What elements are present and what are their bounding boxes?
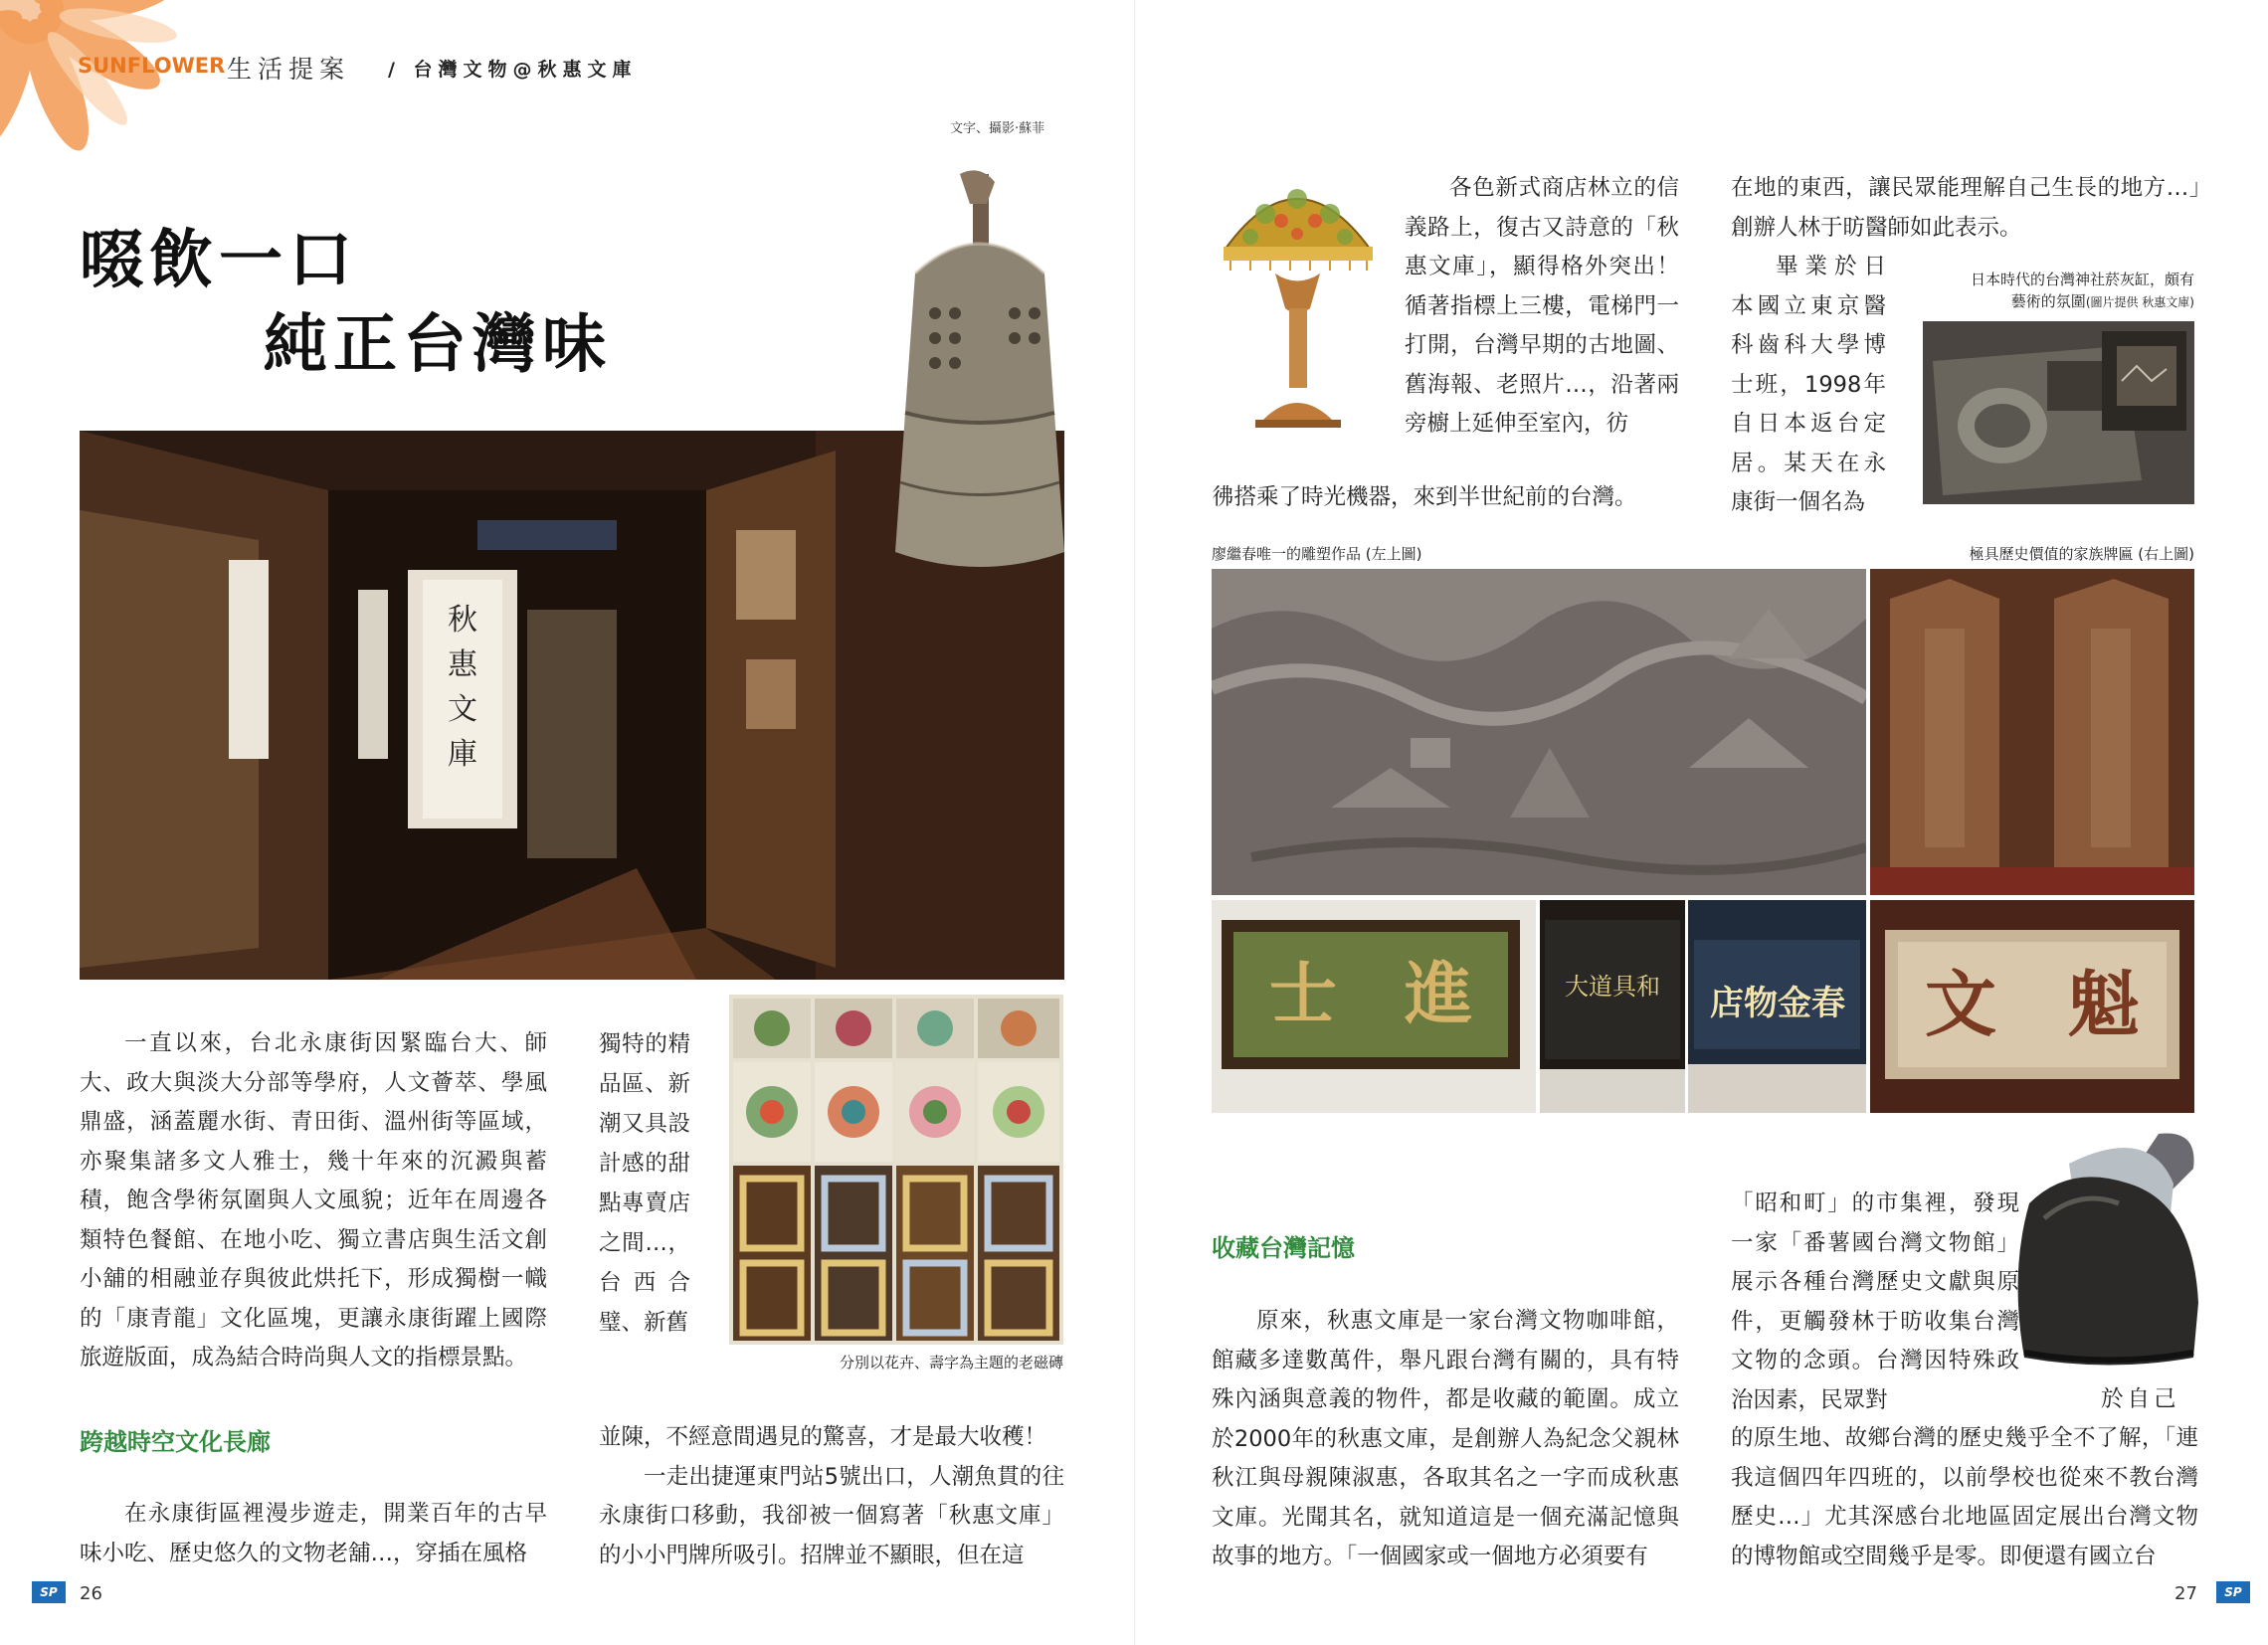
right-logo-badge: SP (2216, 1581, 2250, 1603)
title-line-1: 啜飲一口 (80, 223, 358, 297)
right-intro-paragraph: 各色新式商店林立的信義路上，復古又詩意的「秋惠文庫」，顯得格外突出！循著指標上三樓，電梯門一打開，台灣早期的古地圖、舊海報、老照片…，沿著兩旁櫥上延伸至室內，彷 (1405, 175, 1679, 437)
iron-photo (2009, 1124, 2208, 1372)
tiffany-lamp-photo (1216, 159, 1380, 433)
left-intro-paragraph: 一直以來，台北永康街因緊臨台大、師大、政大與淡大分部等學府，人文薈萃、學風鼎盛，涵蓋麗水街、青田街、溫州街等區域，亦聚集諸多文人雅士，幾十年來的沉澱與蓄積，飽含學術氛圍與人文風貌；近年在周邊各類特色餐館、在地小吃、獨立書店與生活文創小舖的相融並存與彼此烘托下，形成獨樹一幟的「康青龍」文化區塊，更讓永康街躍上國際旅遊版面，成為結合時尚與人文的指標景點。 (80, 1030, 547, 1371)
ashtray-caption (1920, 269, 2194, 313)
left-subhead: 跨越時空文化長廊 (80, 1428, 271, 1456)
page-fold (1134, 0, 1136, 1645)
right-col2-paragraph-a: 在地的東西，讓民眾能理解自己生長的地方…」創辦人林于昉醫師如此表示。 (1731, 175, 2200, 241)
right-subhead: 收藏台灣記憶 (1212, 1234, 1355, 1262)
right-intro-full-paragraph: 彿搭乘了時光機器，來到半世紀前的台灣。 (1212, 484, 1637, 510)
sign-chunjin-text: 店物金春 (1710, 984, 1845, 1023)
svg-text:秋: 秋 (448, 603, 477, 638)
family-plaque-photo (1870, 569, 2194, 895)
subsection-label: / 台灣文物@秋惠文庫 (388, 59, 638, 81)
sign-wenkui-photo (1870, 900, 2194, 1113)
tile-caption: 分別以花卉、壽字為主題的老磁磚 (839, 1354, 1063, 1371)
sunflower-decoration (0, 0, 259, 239)
right-col2-tail-a (2101, 1380, 2196, 1420)
right-col2-paragraph-b: 畢業於日本國立東京醫科齒科大學博士班，1998年自日本返台定居。某天在永康街一個名為 (1731, 254, 1886, 515)
ashtray-caption-text: 藝術的氛圍 (2010, 292, 2086, 310)
right-body-column (1212, 1302, 1679, 1577)
sign-dadao-text: 大道具和 (1565, 973, 1660, 1001)
byline: 文字、攝影‧蘇菲 (950, 121, 1045, 136)
right-body-paragraph: 原來，秋惠文庫是一家台灣文物咖啡館，館藏多達數萬件，舉凡跟台灣有關的，具有特殊內涵與意義的物件，都是收藏的範圍。成立於2000年的秋惠文庫，是創辦人為紀念父親林秋江與母親陳淑惠，各取其名之一字而成秋惠文庫。光聞其名，就知道這是一個充滿記憶與故事的地方。「一個國家或一個地方必須要有 (1212, 1308, 1679, 1569)
right-intro-full-line (1212, 478, 1679, 518)
ashtray-caption-line-2 (1920, 290, 2194, 313)
right-col2-tail-a-text: 於自己 (2101, 1386, 2180, 1412)
svg-text:惠: 惠 (448, 647, 477, 682)
sign-chunjin-photo (1688, 900, 1866, 1113)
right-col2-tail-b-text: 的原生地、故鄉台灣的歷史幾乎全不了解，「連我這個四年四班的，以前學校也從來不教台灣歷史…」尤其深感台北地區固定展出台灣文物的博物館或空間幾乎是零。即便還有國立台 (1731, 1425, 2198, 1569)
carving-caption: 廖繼春唯一的雕塑作品 (左上圖) (1212, 545, 1422, 563)
left-logo-badge: SP (32, 1581, 66, 1603)
relief-carving-photo (1212, 569, 1866, 895)
right-col2-tail-b (1731, 1419, 2198, 1576)
svg-text:庫: 庫 (448, 737, 477, 772)
bronze-bell-photo (875, 164, 1084, 582)
left-body-column (80, 1495, 547, 1573)
ashtray-photo (1923, 321, 2194, 504)
right-col2-narrow-paragraph: 「昭和町」的市集裡，發現一家「番薯國台灣文物館」展示各種台灣歷史文獻與原件，更觸發林于昉收集台灣文物的念頭。台灣因特殊政治因素，民眾對 (1731, 1190, 2019, 1413)
left-narrow-column (599, 1024, 690, 1343)
left-wide-paragraph-b: 一走出捷運東門站5號出口，人潮魚貫的往永康街口移動，我卻被一個寫著「秋惠文庫」的小小門牌所吸引。招牌並不顯眼，但在這 (599, 1463, 1064, 1568)
left-wide-paragraph-a: 並陳，不經意間遇見的驚喜，才是最大收穫！ (599, 1424, 1047, 1450)
ashtray-caption-credit: (圖片提供 秋惠文庫) (2085, 295, 2194, 309)
sign-jinshi-photo (1212, 900, 1536, 1113)
sign-dadao-photo (1540, 900, 1685, 1113)
right-page-number: 27 (2174, 1583, 2197, 1604)
title-line-2: 純正台灣味 (264, 307, 612, 382)
right-col2-lower-narrow (1731, 1185, 2019, 1420)
right-col2-upper (1731, 169, 2200, 248)
left-body-paragraph: 在永康街區裡漫步遊走，開業百年的古早味小吃、歷史悠久的文物老舖…，穿插在風格 (80, 1501, 547, 1566)
left-intro-column (80, 1024, 547, 1378)
sign-wenkui-text: 文 魁 (1924, 962, 2141, 1046)
left-page-number: 26 (80, 1583, 102, 1604)
left-wide-column (599, 1418, 1064, 1575)
sign-jinshi-text: 士 進 (1268, 955, 1473, 1034)
brand-name: SUNFLOWER (78, 54, 226, 78)
svg-text:文: 文 (448, 692, 477, 727)
section-label: 生活提案 (227, 55, 351, 84)
ashtray-caption-line-1: 日本時代的台灣神社菸灰缸，頗有 (1970, 271, 2194, 288)
left-narrow-paragraph: 獨特的精品區、新潮又具設計感的甜點專賣店之間…，台西合璧、新舊 (599, 1031, 690, 1336)
tile-photo (729, 995, 1063, 1345)
right-col2-narrow (1731, 248, 1886, 523)
plaque-caption: 極具歷史價值的家族牌匾 (右上圖) (1969, 545, 2194, 563)
right-intro-column (1405, 169, 1679, 445)
